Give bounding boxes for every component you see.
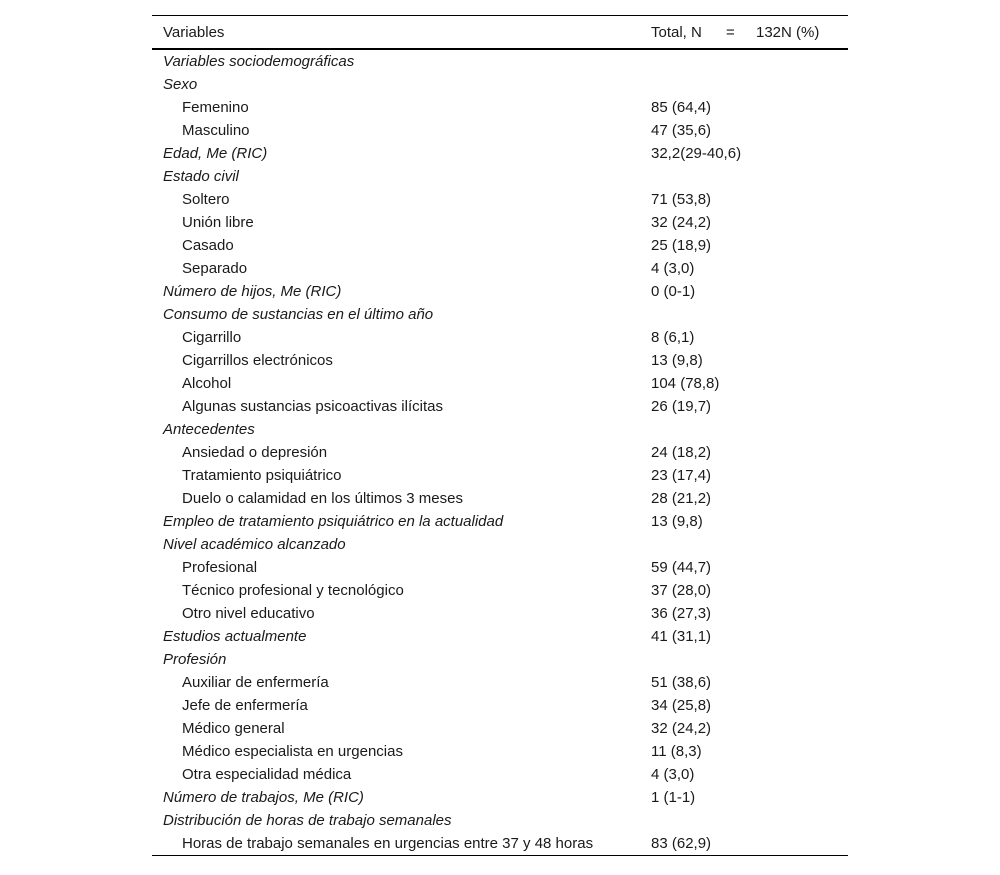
table-body	[152, 50, 848, 855]
table-row	[152, 740, 848, 763]
table-row	[152, 602, 848, 625]
row-value: 0 (0-1)	[651, 283, 696, 300]
row-label: Empleo de tratamiento psiquiátrico en la actualidad	[163, 513, 504, 530]
table-row	[152, 234, 848, 257]
row-label: Número de hijos, Me (RIC)	[163, 283, 342, 300]
table-row	[152, 211, 848, 234]
row-value: 37 (28,0)	[651, 582, 712, 599]
table-row	[152, 464, 848, 487]
table-row	[152, 257, 848, 280]
table-row	[152, 280, 848, 303]
row-value: 4 (3,0)	[651, 766, 695, 783]
table-row	[152, 326, 848, 349]
row-label: Médico especialista en urgencias	[182, 743, 403, 760]
row-label: Otra especialidad médica	[182, 766, 352, 783]
table-row	[152, 487, 848, 510]
header-variables: Variables	[163, 23, 225, 41]
table-row	[152, 441, 848, 464]
row-label: Número de trabajos, Me (RIC)	[163, 789, 364, 806]
row-label: Variables sociodemográficas	[163, 53, 355, 70]
row-value: 71 (53,8)	[651, 191, 712, 208]
table-row	[152, 625, 848, 648]
row-value: 24 (18,2)	[651, 444, 712, 461]
row-value: 4 (3,0)	[651, 260, 695, 277]
table-row	[152, 73, 848, 96]
row-value: 8 (6,1)	[651, 329, 695, 346]
row-label: Alcohol	[182, 375, 232, 392]
data-table	[152, 15, 848, 856]
row-label: Estado civil	[163, 168, 239, 185]
row-label: Técnico profesional y tecnológico	[182, 582, 404, 599]
table-row	[152, 671, 848, 694]
row-value: 34 (25,8)	[651, 697, 712, 714]
header-total-label: Total, N	[651, 23, 702, 41]
table-header	[152, 16, 848, 50]
table-row	[152, 832, 848, 855]
row-label: Médico general	[182, 720, 285, 737]
row-label: Antecedentes	[163, 421, 255, 438]
row-label: Nivel académico alcanzado	[163, 536, 346, 553]
table-row	[152, 763, 848, 786]
row-label: Femenino	[182, 99, 249, 116]
row-label: Edad, Me (RIC)	[163, 145, 268, 162]
row-label: Consumo de sustancias en el último año	[163, 306, 434, 323]
row-value: 59 (44,7)	[651, 559, 712, 576]
row-value: 36 (27,3)	[651, 605, 712, 622]
row-value: 23 (17,4)	[651, 467, 712, 484]
table-row	[152, 395, 848, 418]
row-value: 25 (18,9)	[651, 237, 712, 254]
header-total-cell	[651, 24, 848, 41]
table-row	[152, 579, 848, 602]
table-row	[152, 96, 848, 119]
row-value: 83 (62,9)	[651, 835, 712, 852]
row-value: 1 (1-1)	[651, 789, 696, 806]
row-value: 32,2(29-40,6)	[651, 145, 742, 162]
table-row	[152, 188, 848, 211]
row-label: Cigarrillos electrónicos	[182, 352, 333, 369]
table-row	[152, 50, 848, 73]
table-row	[152, 510, 848, 533]
row-label: Algunas sustancias psicoactivas ilícitas	[182, 398, 443, 415]
row-label: Unión libre	[182, 214, 254, 231]
row-label: Duelo o calamidad en los últimos 3 meses	[182, 490, 463, 507]
table-row	[152, 809, 848, 832]
row-value: 13 (9,8)	[651, 513, 703, 530]
table-row	[152, 694, 848, 717]
row-label: Sexo	[163, 76, 198, 93]
table-row	[152, 717, 848, 740]
row-value: 32 (24,2)	[651, 214, 712, 231]
row-label: Masculino	[182, 122, 250, 139]
row-label: Profesional	[182, 559, 258, 576]
row-value: 104 (78,8)	[651, 375, 720, 392]
row-label: Horas de trabajo semanales en urgencias entre 37 y 48 horas	[182, 835, 594, 852]
table-row	[152, 303, 848, 326]
row-value: 85 (64,4)	[651, 99, 712, 116]
header-n-label: 132N (%)	[756, 23, 820, 41]
row-value: 41 (31,1)	[651, 628, 712, 645]
table-row	[152, 165, 848, 188]
row-value: 47 (35,6)	[651, 122, 712, 139]
row-label: Casado	[182, 237, 234, 254]
row-label: Distribución de horas de trabajo semanales	[163, 812, 452, 829]
row-label: Auxiliar de enfermería	[182, 674, 329, 691]
row-label: Profesión	[163, 651, 227, 668]
table-row	[152, 418, 848, 441]
table-row	[152, 119, 848, 142]
row-label: Soltero	[182, 191, 230, 208]
row-value: 26 (19,7)	[651, 398, 712, 415]
table-row	[152, 533, 848, 556]
table-row	[152, 786, 848, 809]
row-value: 11 (8,3)	[651, 743, 702, 760]
row-label: Otro nivel educativo	[182, 605, 315, 622]
row-label: Estudios actualmente	[163, 628, 307, 645]
table-row	[152, 349, 848, 372]
row-value: 28 (21,2)	[651, 490, 712, 507]
header-equals: =	[726, 23, 735, 41]
row-value: 13 (9,8)	[651, 352, 703, 369]
table-row	[152, 142, 848, 165]
row-value: 51 (38,6)	[651, 674, 712, 691]
table-row	[152, 556, 848, 579]
row-label: Ansiedad o depresión	[182, 444, 328, 461]
table-row	[152, 372, 848, 395]
row-label: Tratamiento psiquiátrico	[182, 467, 342, 484]
row-label: Separado	[182, 260, 248, 277]
row-value: 32 (24,2)	[651, 720, 712, 737]
row-label: Jefe de enfermería	[182, 697, 308, 714]
row-label: Cigarrillo	[182, 329, 242, 346]
table-row	[152, 648, 848, 671]
